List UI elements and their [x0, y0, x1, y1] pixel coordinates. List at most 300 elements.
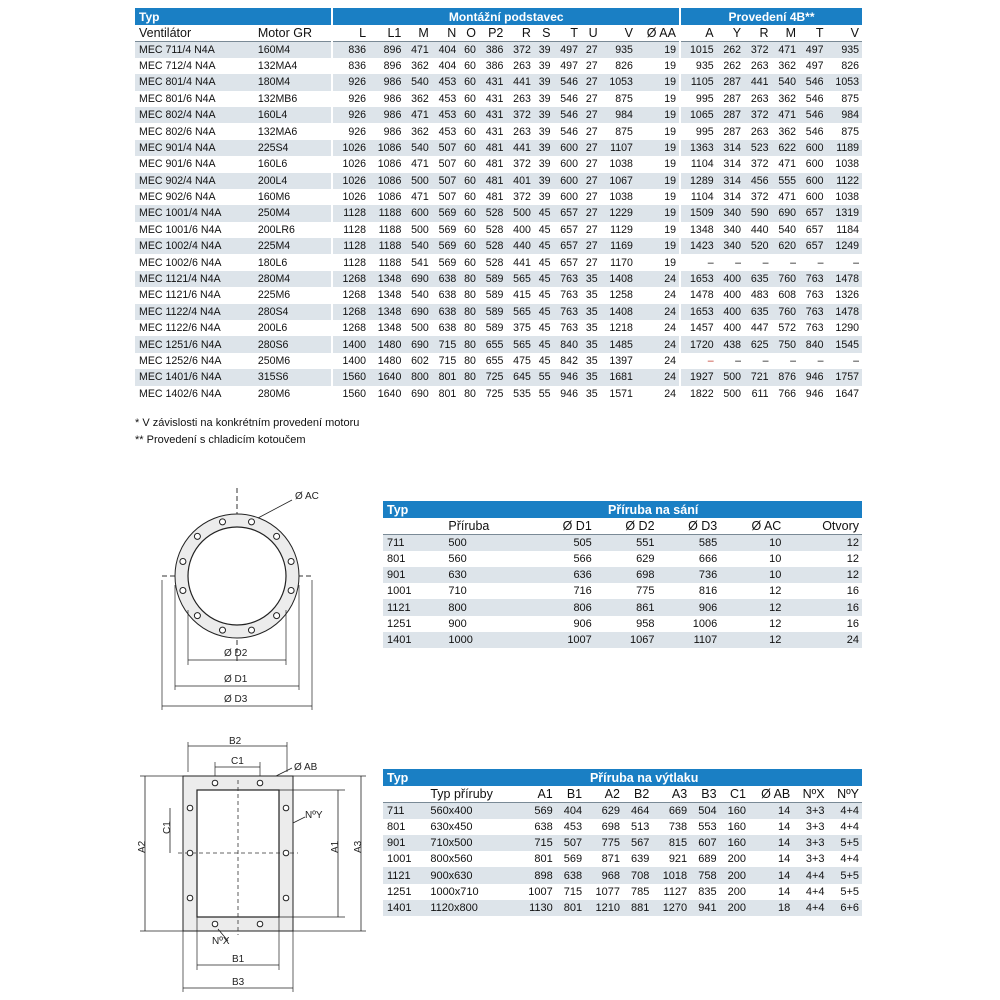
table-cell: 763	[554, 304, 581, 320]
table-cell: 567	[623, 835, 652, 851]
table-cell: 340	[717, 238, 744, 254]
table-cell: –	[762, 256, 769, 269]
table-cell: –	[680, 353, 717, 369]
table-cell: 80	[464, 289, 476, 302]
table-row	[383, 819, 862, 835]
table-cell: 785	[630, 885, 650, 898]
table-cell: 263	[513, 92, 531, 105]
table-cell: 1026	[332, 156, 369, 172]
table-cell: 4+4	[793, 867, 827, 883]
table-cell: 555	[772, 173, 799, 189]
table-cell: 1348	[369, 271, 404, 287]
table-cell: 200L4	[254, 173, 333, 189]
table-cell: 801	[432, 369, 459, 385]
table-cell: 60	[464, 92, 476, 105]
table-cell: 14	[778, 885, 791, 898]
table-cell: 926	[332, 91, 369, 107]
table-cell: 263	[750, 92, 769, 105]
table-cell: MEC 902/6 N4A	[139, 191, 216, 204]
table-cell: 1122	[826, 173, 862, 189]
table-cell: 1086	[369, 173, 404, 189]
table-cell: 801	[556, 900, 585, 916]
table-cell: 497	[554, 41, 581, 57]
table-cell: 453	[563, 820, 583, 833]
table-cell: 639	[630, 853, 650, 866]
table-cell: 4+4	[840, 820, 859, 833]
table-cell: 546	[560, 92, 578, 105]
table-cell: 553	[698, 820, 717, 833]
label-d1: Ø D1	[224, 674, 248, 685]
table-cell: 638	[556, 867, 585, 883]
table-cell: 1188	[378, 223, 402, 236]
table-cell: 250M6	[257, 355, 291, 367]
table-cell: 1128	[332, 205, 369, 221]
table-cell: 39	[534, 74, 554, 90]
table-cell: 481	[479, 140, 506, 156]
table-cell: 24	[664, 322, 676, 335]
table-cell: 280M4	[254, 271, 333, 287]
table-cell: 80	[459, 369, 479, 385]
table-cell: 1001	[387, 853, 412, 866]
table-cell: 45	[538, 322, 551, 335]
table-cell: 569	[438, 223, 457, 236]
bolt-hole	[212, 780, 218, 786]
table-cell: 132MB6	[257, 92, 298, 105]
table-row	[383, 884, 862, 900]
table-cell: 638	[534, 820, 553, 833]
table-cell: 551	[595, 534, 658, 550]
table-cell: 27	[585, 92, 598, 105]
table-cell: 638	[438, 322, 457, 335]
table-cell: 19	[664, 158, 676, 171]
table-cell: 984	[601, 107, 636, 123]
vytlak-col-header: B2	[623, 786, 652, 802]
table-cell: 1509	[680, 205, 717, 221]
table-cell: 1400	[332, 353, 369, 369]
table-cell: 431	[479, 74, 506, 90]
table-cell: 200	[720, 867, 749, 883]
table-cell: 690	[404, 336, 431, 352]
table-cell: 826	[615, 59, 633, 72]
main-col-header: N	[432, 25, 459, 41]
table-cell: 404	[556, 802, 585, 818]
table-cell: 471	[778, 158, 797, 171]
table-cell: 926	[332, 123, 369, 139]
main-col-header: M	[772, 25, 799, 41]
table-cell: 657	[560, 223, 578, 236]
table-cell: 39	[538, 158, 551, 171]
table-cell: 995	[680, 91, 717, 107]
table-cell: 1026	[332, 173, 369, 189]
table-row	[383, 900, 862, 916]
table-cell: MEC 901/4 N4A	[135, 140, 254, 156]
table-cell: 16	[784, 599, 862, 615]
bolt-hole	[249, 627, 255, 633]
table-cell: 657	[554, 238, 581, 254]
table-cell: 500	[444, 534, 532, 550]
table-cell: 710x500	[426, 835, 518, 851]
table-cell: 630	[444, 567, 532, 583]
table-cell: 19	[636, 74, 680, 90]
table-cell: 690	[772, 205, 799, 221]
table-cell: 600	[554, 173, 581, 189]
table-cell: 1007	[532, 632, 595, 648]
table-cell: 507	[432, 140, 459, 156]
table-row	[135, 41, 862, 57]
table-cell: 431	[485, 125, 504, 138]
table-cell: 1326	[835, 289, 859, 302]
table-row	[135, 205, 862, 221]
table-cell: 372	[744, 107, 771, 123]
table-cell: 801	[387, 552, 406, 565]
table-cell: 24	[636, 304, 680, 320]
table-cell: 481	[479, 173, 506, 189]
table-cell: 826	[841, 59, 859, 72]
table-cell: 14	[778, 820, 791, 833]
table-cell: 27	[585, 59, 598, 72]
bolt-hole	[257, 780, 263, 786]
table-cell: MEC 802/4 N4A	[135, 107, 254, 123]
table-cell: 12	[784, 534, 862, 550]
table-cell: 1289	[680, 173, 717, 189]
table-cell: 45	[538, 223, 551, 236]
table-cell: 1258	[609, 289, 633, 302]
table-cell: 27	[581, 173, 601, 189]
table-row	[383, 567, 862, 583]
table-cell: 560x400	[426, 802, 518, 818]
table-cell: 504	[690, 802, 719, 818]
main-group-design: Provedení 4B**	[680, 8, 862, 25]
table-cell: 1210	[585, 900, 623, 916]
table-cell: 340	[723, 223, 742, 236]
table-cell: 546	[554, 107, 581, 123]
table-cell: 540	[778, 223, 797, 236]
table-cell: 60	[464, 158, 476, 171]
table-cell: 27	[585, 158, 598, 171]
table-cell: 438	[717, 336, 744, 352]
table-cell: 401	[506, 173, 533, 189]
table-cell: 263	[750, 125, 769, 138]
table-cell: 12	[846, 552, 859, 565]
table-cell: 1757	[826, 369, 862, 385]
table-cell: 1822	[680, 386, 717, 402]
table-cell: 690	[404, 304, 431, 320]
table-row	[135, 336, 862, 352]
table-cell: 1188	[378, 256, 402, 269]
table-cell: 513	[630, 820, 650, 833]
table-cell: 160	[720, 835, 749, 851]
table-cell: 440	[506, 238, 533, 254]
table-cell: MEC 801/4 N4A	[135, 74, 254, 90]
table-cell: 569	[432, 238, 459, 254]
table-cell: 180M4	[254, 74, 333, 90]
table-cell: MEC 901/6 N4A	[139, 158, 216, 171]
main-col-header: Y	[717, 25, 744, 41]
table-cell: 1000	[444, 632, 532, 648]
table-cell: 60	[464, 223, 476, 236]
table-cell: 35	[585, 387, 598, 400]
bolt-hole	[187, 850, 193, 856]
table-cell: 921	[668, 853, 688, 866]
label-d2: Ø D2	[224, 648, 248, 659]
bolt-hole	[187, 895, 193, 901]
table-cell: 1560	[332, 369, 369, 385]
table-cell: 569	[438, 256, 457, 269]
table-cell: 250M4	[254, 205, 333, 221]
table-cell: 630x450	[430, 820, 473, 833]
vytlak-col-header: B1	[556, 786, 585, 802]
label-ac: Ø AC	[295, 491, 319, 502]
table-cell: 471	[404, 107, 431, 123]
table-cell: 611	[751, 387, 769, 400]
table-cell: 10	[720, 567, 784, 583]
table-cell: 132MA6	[257, 125, 298, 138]
main-col-header: T	[554, 25, 581, 41]
table-cell: 314	[723, 158, 742, 171]
table-cell: 35	[581, 271, 601, 287]
table-cell: 600	[404, 205, 431, 221]
table-cell: 280S6	[254, 336, 333, 352]
table-cell: 1127	[663, 885, 688, 898]
table-row	[135, 386, 862, 402]
table-cell: 19	[664, 92, 676, 105]
main-col-header: P2	[479, 25, 506, 41]
table-cell: 896	[369, 41, 404, 57]
table-cell: 80	[464, 355, 476, 367]
table-cell: 500	[411, 223, 429, 236]
table-cell: 1104	[680, 189, 717, 205]
table-cell: 875	[615, 92, 633, 105]
table-cell: 1189	[826, 140, 862, 156]
table-cell: 1480	[377, 355, 402, 367]
table-cell: 1681	[601, 369, 636, 385]
table-cell: 400	[513, 223, 531, 236]
table-cell: 471	[778, 191, 797, 204]
table-cell: 629	[585, 802, 623, 818]
table-cell: 35	[585, 322, 598, 335]
table-cell: 225M4	[254, 238, 333, 254]
table-row	[383, 802, 862, 818]
table-cell: 1408	[601, 271, 636, 287]
table-cell: 60	[464, 125, 476, 138]
main-col-header: R	[744, 25, 771, 41]
table-cell: 861	[595, 599, 658, 615]
table-cell: 655	[485, 355, 504, 367]
table-cell: 500	[411, 322, 429, 335]
table-cell: 946	[560, 387, 578, 400]
table-cell: 483	[750, 289, 769, 302]
table-cell: 19	[664, 59, 676, 72]
table-cell: 27	[585, 125, 598, 138]
bolt-hole	[249, 519, 255, 525]
label-ab: Ø AB	[294, 762, 318, 773]
table-row	[135, 271, 862, 287]
table-cell: 906	[573, 617, 592, 630]
table-cell: 600	[560, 191, 578, 204]
table-cell: MEC 1121/4 N4A	[135, 271, 254, 287]
table-cell: 471	[772, 107, 799, 123]
table-cell: 690	[411, 387, 429, 400]
vytlak-col-header: A2	[585, 786, 623, 802]
table-cell: 711	[383, 534, 444, 550]
main-col-header: Ø AA	[636, 25, 680, 41]
table-cell: 5+5	[828, 835, 862, 851]
table-cell: 1129	[610, 223, 633, 236]
bolt-hole	[187, 805, 193, 811]
table-cell: 645	[506, 369, 533, 385]
table-cell: 1363	[680, 140, 717, 156]
sani-title: Příruba na sání	[608, 502, 699, 517]
table-cell: 372	[513, 158, 531, 171]
vytlak-col-header: Ø AB	[749, 786, 793, 802]
table-cell: 546	[560, 125, 578, 138]
table-cell: 60	[459, 107, 479, 123]
table-cell: 1067	[595, 632, 658, 648]
table-cell: 4+4	[840, 853, 859, 866]
table-cell: 19	[636, 41, 680, 57]
table-cell: 763	[560, 322, 578, 335]
table-cell: 1647	[835, 387, 859, 400]
table-cell: 657	[805, 223, 824, 236]
table-cell: 60	[459, 41, 479, 57]
main-dimension-table	[135, 8, 862, 402]
table-cell: 16	[846, 617, 859, 630]
table-cell: 1249	[826, 238, 862, 254]
table-cell: 45	[538, 256, 551, 269]
table-row	[135, 58, 862, 74]
table-cell: 1640	[377, 387, 402, 400]
table-row	[135, 156, 862, 172]
label-c1-top: C1	[231, 756, 244, 767]
table-cell: 415	[513, 289, 531, 302]
table-cell: 926	[332, 74, 369, 90]
table-cell: 1128	[332, 254, 369, 270]
table-cell: 763	[805, 289, 824, 302]
table-cell: 763	[560, 289, 578, 302]
table-cell: 968	[585, 867, 623, 883]
table-cell: 1188	[369, 205, 404, 221]
table-cell: 1006	[692, 617, 718, 630]
table-cell: 608	[778, 289, 797, 302]
table-cell: 546	[799, 74, 826, 90]
table-cell: 400	[717, 304, 744, 320]
table-cell: 698	[601, 820, 620, 833]
table-cell: 80	[459, 336, 479, 352]
table-cell: 447	[750, 322, 769, 335]
table-cell: 362	[411, 92, 429, 105]
table-row	[383, 851, 862, 867]
table-cell: 1560	[332, 386, 369, 402]
table-cell: 200L6	[257, 322, 288, 335]
table-cell: 816	[698, 585, 718, 598]
table-cell: 19	[636, 107, 680, 123]
table-cell: 39	[534, 173, 554, 189]
table-cell: 386	[485, 59, 504, 72]
table-cell: 39	[538, 92, 551, 105]
bolt-hole	[180, 588, 186, 594]
bolt-hole	[220, 519, 226, 525]
table-cell: 19	[636, 205, 680, 221]
table-cell: MEC 802/6 N4A	[139, 125, 216, 138]
table-cell: 500	[404, 173, 431, 189]
table-cell: 1128	[332, 222, 369, 238]
table-cell: 669	[652, 802, 690, 818]
table-cell: 497	[560, 59, 578, 72]
table-cell: 35	[581, 304, 601, 320]
table-cell: 738	[668, 820, 688, 833]
table-cell: 45	[534, 304, 554, 320]
table-row	[135, 304, 862, 320]
table-cell: 19	[664, 256, 676, 269]
table-cell: 589	[479, 271, 506, 287]
table-cell: 523	[744, 140, 771, 156]
table-cell: 24	[636, 271, 680, 287]
table-cell: 1104	[680, 156, 717, 172]
table-cell: 760	[772, 271, 799, 287]
table-cell: 160M6	[257, 191, 291, 204]
table-cell: 280M6	[257, 387, 291, 400]
table-cell: 200	[727, 853, 746, 866]
table-cell: 657	[560, 256, 578, 269]
table-cell: 1319	[826, 205, 862, 221]
table-cell: 540	[404, 74, 431, 90]
main-col-header: V	[601, 25, 636, 41]
main-col-header: S	[534, 25, 554, 41]
table-cell: 18	[749, 900, 793, 916]
table-cell: 984	[826, 107, 862, 123]
table-cell: 900	[448, 617, 467, 630]
table-cell: 280S4	[254, 304, 333, 320]
table-cell: 600	[805, 191, 824, 204]
table-cell: 6+6	[828, 900, 862, 916]
table-cell: 453	[438, 92, 457, 105]
table-cell: 1184	[836, 223, 859, 236]
footnote-2: ** Provedení s chladicím kotoučem	[135, 434, 306, 446]
table-cell: 453	[438, 125, 457, 138]
table-cell: 263	[750, 59, 769, 72]
table-cell: 160	[727, 820, 746, 833]
table-cell: 600	[805, 158, 824, 171]
table-cell: 995	[680, 123, 717, 139]
table-cell: 1188	[369, 238, 404, 254]
table-cell: 1065	[680, 107, 717, 123]
table-cell: 1038	[835, 158, 859, 171]
table-cell: 600	[799, 140, 826, 156]
table-cell: 19	[664, 125, 676, 138]
table-cell: 375	[513, 322, 531, 335]
table-cell: 441	[744, 74, 771, 90]
table-cell: 986	[369, 107, 404, 123]
label-nx: NºX	[212, 936, 230, 947]
table-row	[135, 173, 862, 189]
table-row	[135, 287, 862, 303]
table-row	[383, 616, 862, 632]
table-cell: 898	[518, 867, 556, 883]
table-cell: 35	[585, 289, 598, 302]
table-cell: 1107	[601, 140, 636, 156]
table-cell: 607	[690, 835, 719, 851]
table-cell: 875	[615, 125, 633, 138]
table-cell: 800	[404, 369, 431, 385]
table-cell: 80	[464, 387, 476, 400]
table-cell: 1077	[595, 885, 620, 898]
main-col-header: Motor GR	[254, 25, 333, 41]
table-cell: 12	[784, 567, 862, 583]
vytlak-col-header: A3	[652, 786, 690, 802]
table-cell: 1400	[332, 336, 369, 352]
table-cell: 1038	[609, 191, 633, 204]
main-col-header: Ventilátor	[135, 25, 254, 41]
